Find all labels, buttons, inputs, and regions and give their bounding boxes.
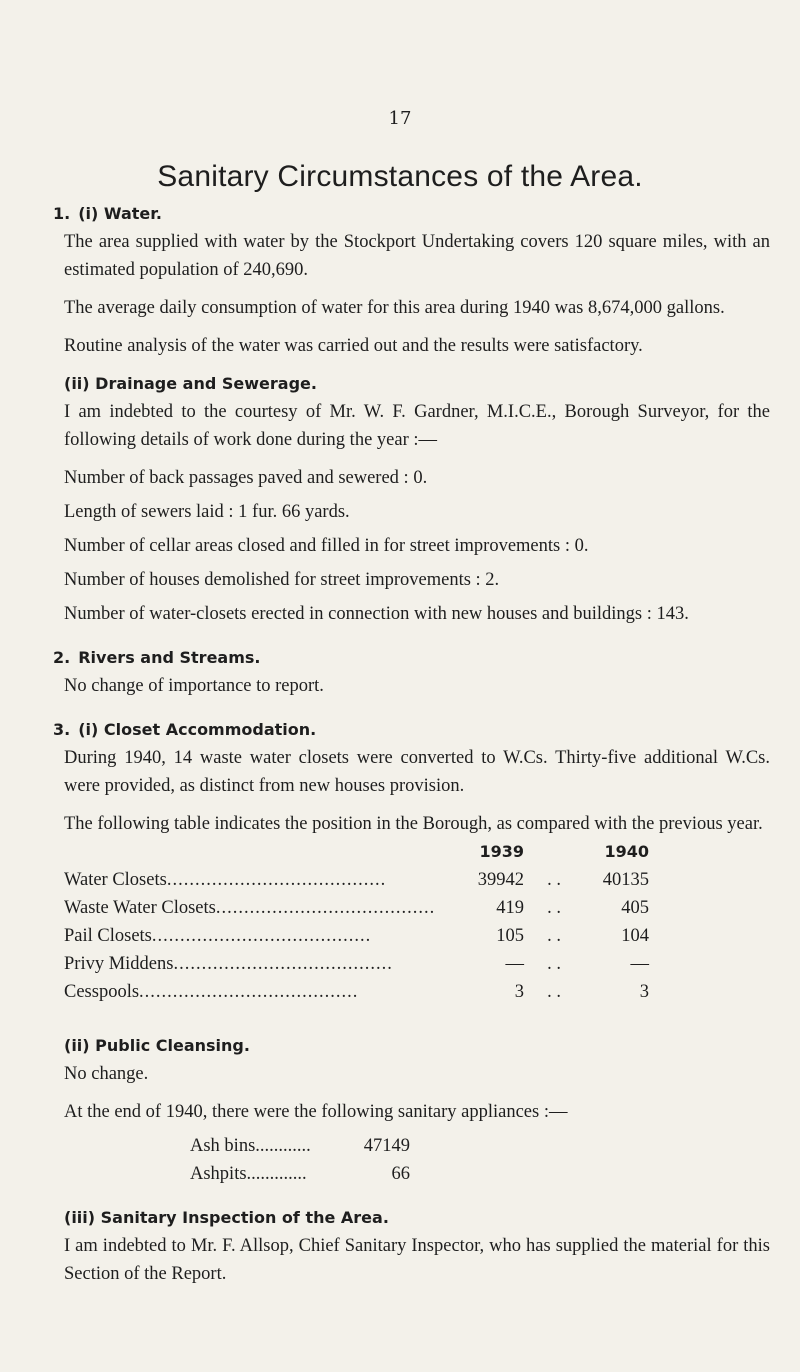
row-label: Water Closets xyxy=(64,870,167,890)
row-label: Cesspools xyxy=(64,982,140,1002)
paragraph: I am indebted to Mr. F. Allsop, Chief Sanitary Inspector, who has supplied the material for this Section of the Report. xyxy=(64,1236,770,1284)
section-1-ii-heading: (ii) Drainage and Sewerage. xyxy=(64,374,317,393)
paragraph: No change. xyxy=(64,1064,149,1084)
cell-1940: 104 xyxy=(621,926,649,946)
row-label: Privy Middens xyxy=(64,954,174,974)
list-item: Number of back passages paved and sewered : 0. xyxy=(64,468,428,488)
section-title: (i) Closet Accommodation. xyxy=(78,720,317,739)
page-title: Sanitary Circumstances of the Area. xyxy=(157,160,643,193)
table-row: Ash bins............ 47149 xyxy=(190,1132,410,1160)
row-label: Ashpits xyxy=(190,1164,247,1184)
paragraph: The following table indicates the position in the Borough, as compared with the previous year. xyxy=(64,814,763,834)
table-row: Waste Water Closets....................................... 419 . . 405 xyxy=(64,894,649,922)
section-title: (i) Water. xyxy=(78,204,162,223)
cell-value: 66 xyxy=(391,1164,410,1184)
table-row: Pail Closets....................................... 105 . . 104 xyxy=(64,922,649,950)
table-row: Privy Middens....................................... — . . — xyxy=(64,950,649,978)
paragraph: During 1940, 14 waste water closets were converted to W.Cs. Thirty-five additional W.Cs. were provided, as distinct from new houses provision. xyxy=(64,748,770,796)
paragraph: Routine analysis of the water was carried out and the results were satisfactory. xyxy=(64,336,643,356)
closets-comparison-table xyxy=(64,838,649,1006)
document-body xyxy=(48,200,770,1288)
row-label: Pail Closets xyxy=(64,926,152,946)
cell-1939: 419 xyxy=(496,898,524,918)
paragraph: At the end of 1940, there were the following sanitary appliances :— xyxy=(64,1102,568,1122)
list-item: Number of cellar areas closed and filled in for street improvements : 0. xyxy=(64,536,589,556)
section-number: 1. xyxy=(53,204,71,223)
paragraph: The area supplied with water by the Stockport Undertaking covers 120 square miles, with an estimated population of 240,690. xyxy=(64,232,770,280)
list-item: Length of sewers laid : 1 fur. 66 yards. xyxy=(64,502,350,522)
page-number: 17 xyxy=(388,108,412,129)
table-header-row xyxy=(64,838,649,866)
cell-1939: 3 xyxy=(514,982,524,1002)
column-header-1939: 1939 xyxy=(479,842,524,861)
list-item: Number of water-closets erected in connection with new houses and buildings : 143. xyxy=(64,604,689,624)
section-3-ii-heading: (ii) Public Cleansing. xyxy=(64,1036,250,1055)
section-title: Rivers and Streams. xyxy=(78,648,261,667)
table-row: Cesspools....................................... 3 . . 3 xyxy=(64,978,649,1006)
section-1-heading xyxy=(48,200,770,228)
paragraph: I am indebted to the courtesy of Mr. W. F. Gardner, M.I.C.E., Borough Surveyor, for the following details of work done during the year :— xyxy=(64,402,770,450)
row-label: Ash bins xyxy=(190,1136,256,1156)
section-number: 3. xyxy=(53,720,71,739)
section-number: 2. xyxy=(53,648,71,667)
section-3-heading xyxy=(48,716,770,744)
cell-1940: — xyxy=(630,954,649,974)
cell-1939: — xyxy=(505,954,524,974)
section-2-heading xyxy=(48,644,770,672)
cell-value: 47149 xyxy=(363,1136,410,1156)
row-label: Waste Water Closets xyxy=(64,898,216,918)
paragraph: No change of importance to report. xyxy=(64,676,324,696)
table-row: Water Closets....................................... 39942 . . 40135 xyxy=(64,866,649,894)
paragraph: The average daily consumption of water for this area during 1940 was 8,674,000 gallons. xyxy=(64,298,725,318)
cell-1940: 40135 xyxy=(602,870,649,890)
section-3-iii-heading: (iii) Sanitary Inspection of the Area. xyxy=(64,1208,389,1227)
cell-1939: 39942 xyxy=(477,870,524,890)
column-header-1940: 1940 xyxy=(604,842,649,861)
cell-1940: 3 xyxy=(639,982,649,1002)
appliances-table xyxy=(190,1132,410,1188)
table-row: Ashpits............. 66 xyxy=(190,1160,410,1188)
cell-1940: 405 xyxy=(621,898,649,918)
cell-1939: 105 xyxy=(496,926,524,946)
list-item: Number of houses demolished for street improvements : 2. xyxy=(64,570,500,590)
